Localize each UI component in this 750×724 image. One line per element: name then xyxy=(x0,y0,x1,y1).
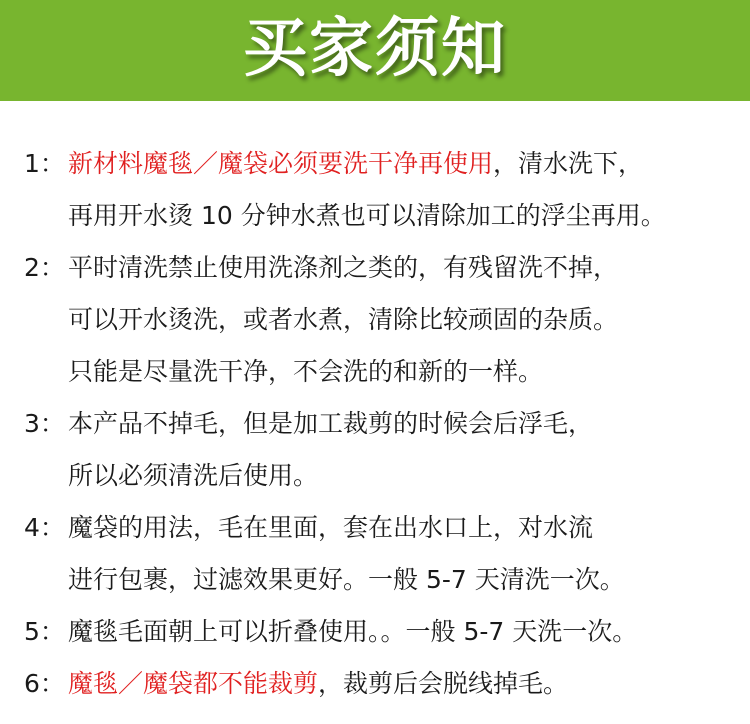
body-text: ，裁剪后会脱线掉毛。 xyxy=(318,669,569,698)
body-text: 所以必须清洗后使用。 xyxy=(68,461,319,490)
notice-item-2-line-1 xyxy=(0,242,750,294)
item-number: 4： xyxy=(24,513,65,542)
notice-item-1-line-1 xyxy=(0,138,750,190)
page-title: 买家须知 xyxy=(243,11,507,86)
highlight-text: 魔毯／魔袋都不能裁剪 xyxy=(68,669,319,698)
body-text: 平时清洗禁止使用洗涤剂之类的，有残留洗不掉， xyxy=(68,253,619,282)
item-number: 2： xyxy=(24,253,65,282)
item-number: 3： xyxy=(24,409,65,438)
body-text: 魔袋的用法，毛在里面，套在出水口上，对水流 xyxy=(68,513,594,542)
item-number: 6： xyxy=(24,669,65,698)
notice-item-4-line-1 xyxy=(0,502,750,554)
title-banner xyxy=(0,0,750,101)
body-text: ，清水洗下， xyxy=(493,149,644,178)
body-text: 可以开水烫洗，或者水煮，清除比较顽固的杂质。 xyxy=(68,305,619,334)
notice-item-5-line-1 xyxy=(0,606,750,658)
item-number: 1： xyxy=(24,149,65,178)
notice-item-2-line-3 xyxy=(0,346,750,398)
notice-item-3-line-2 xyxy=(0,450,750,502)
body-text: 再用开水烫 10 分钟水煮也可以清除加工的浮尘再用。 xyxy=(68,201,666,230)
body-text: 本产品不掉毛，但是加工裁剪的时候会后浮毛， xyxy=(68,409,594,438)
notice-item-1-line-2 xyxy=(0,190,750,242)
notice-item-6-line-1 xyxy=(0,658,750,710)
item-number: 5： xyxy=(24,617,65,646)
notice-item-2-line-2 xyxy=(0,294,750,346)
notice-item-4-line-2 xyxy=(0,554,750,606)
notice-item-3-line-1 xyxy=(0,398,750,450)
highlight-text: 新材料魔毯／魔袋必须要洗干净再使用 xyxy=(68,149,494,178)
body-text: 只能是尽量洗干净，不会洗的和新的一样。 xyxy=(68,357,544,386)
body-text: 进行包裹，过滤效果更好。一般 5-7 天清洗一次。 xyxy=(68,565,625,594)
notice-list xyxy=(0,138,750,710)
body-text: 魔毯毛面朝上可以折叠使用。。一般 5-7 天洗一次。 xyxy=(68,617,638,646)
